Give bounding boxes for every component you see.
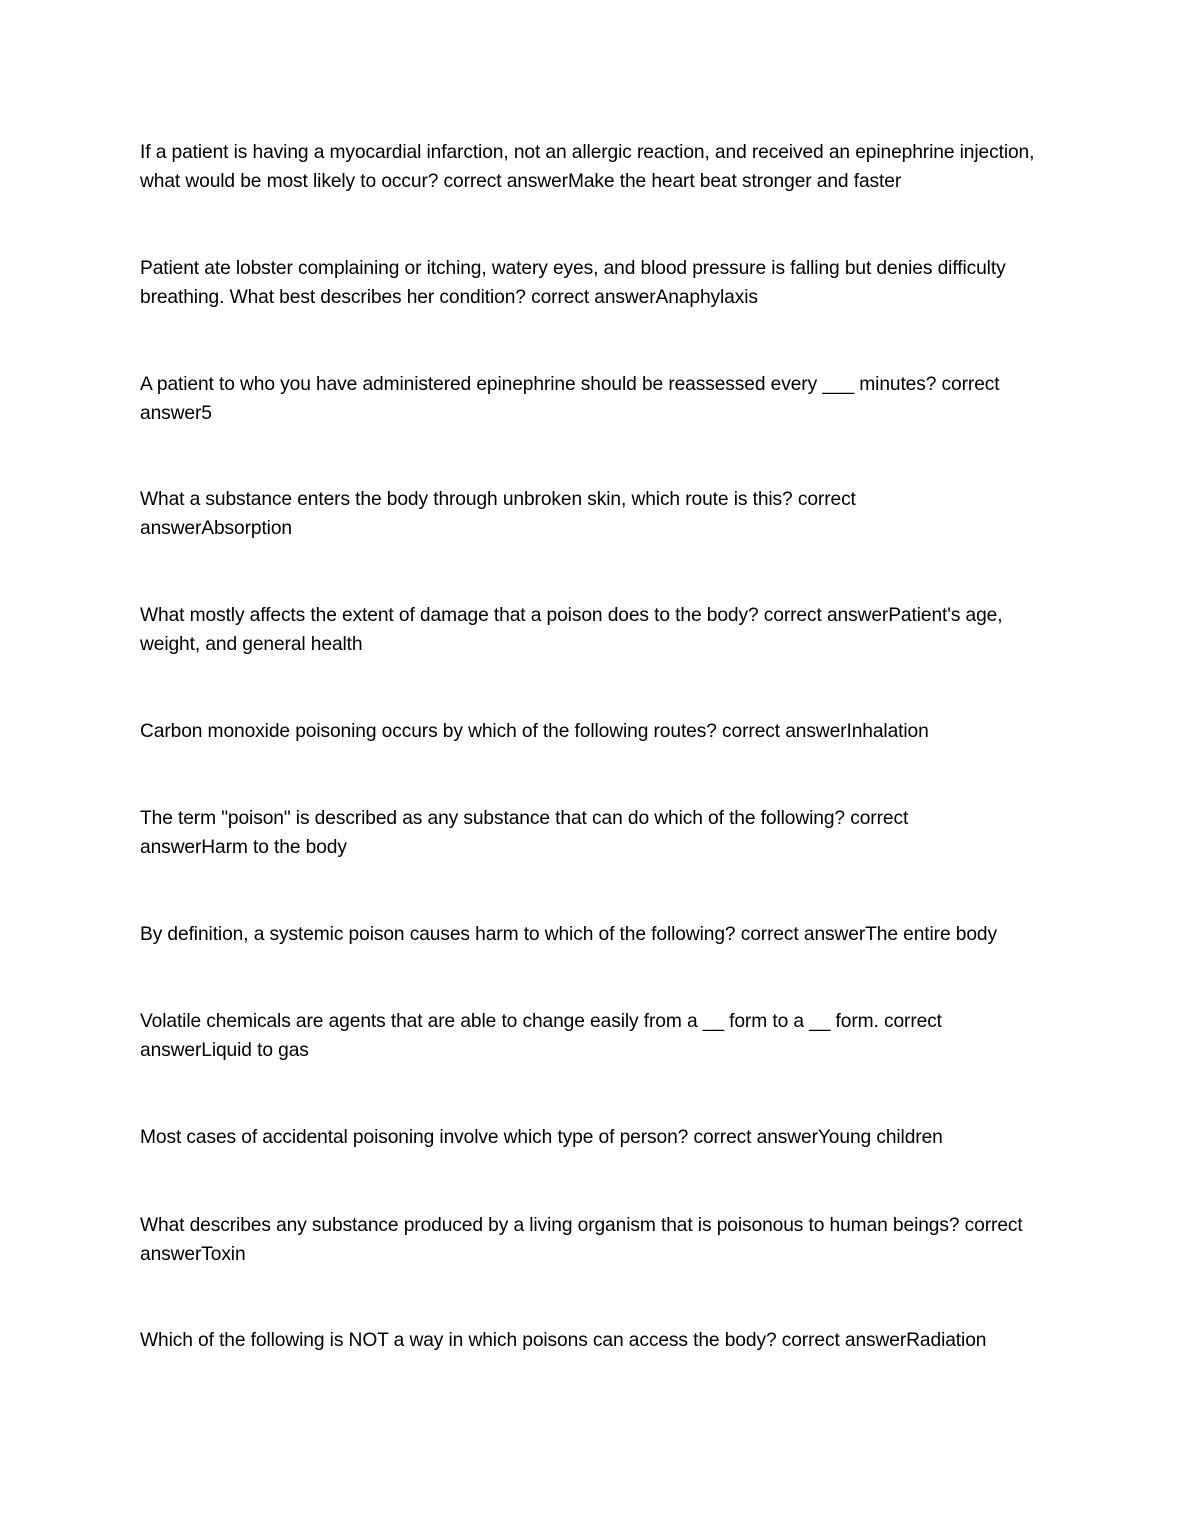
qa-entry-6: Carbon monoxide poisoning occurs by which of the following routes? correct answerInhalation (140, 721, 929, 742)
qa-entry-8: By definition, a systemic poison causes harm to which of the following? correct answerThe entire body (140, 924, 997, 945)
qa-entry-10: Most cases of accidental poisoning involve which type of person? correct answerYoung children (140, 1127, 943, 1148)
qa-entry-7: The term "poison" is described as any substance that can do which of the following? correct answerHarm to the body (140, 808, 909, 858)
qa-entry-2: Patient ate lobster complaining or itching, watery eyes, and blood pressure is falling but denies difficulty breathing. What best describes her condition? correct answerAnaphylaxis (140, 258, 1006, 308)
qa-entry-3: A patient to who you have administered epinephrine should be reassessed every ___ minutes? correct answer5 (140, 374, 1000, 424)
qa-entry-12: Which of the following is NOT a way in which poisons can access the body? correct answerRadiation (140, 1330, 987, 1351)
qa-entry-9: Volatile chemicals are agents that are able to change easily from a __ form to a __ form. correct answerLiquid to gas (140, 1011, 942, 1061)
qa-entry-11: What describes any substance produced by a living organism that is poisonous to human beings? correct answerToxin (140, 1215, 1023, 1265)
qa-entry-1: If a patient is having a myocardial infarction, not an allergic reaction, and received an epinephrine injection, what would be most likely to occur? correct answerMake the heart beat stronger and faster (140, 142, 1035, 192)
qa-entry-4: What a substance enters the body through unbroken skin, which route is this? correct answerAbsorption (140, 489, 856, 539)
qa-entry-5: What mostly affects the extent of damage that a poison does to the body? correct answerPatient's age, weight, and general health (140, 605, 1003, 655)
